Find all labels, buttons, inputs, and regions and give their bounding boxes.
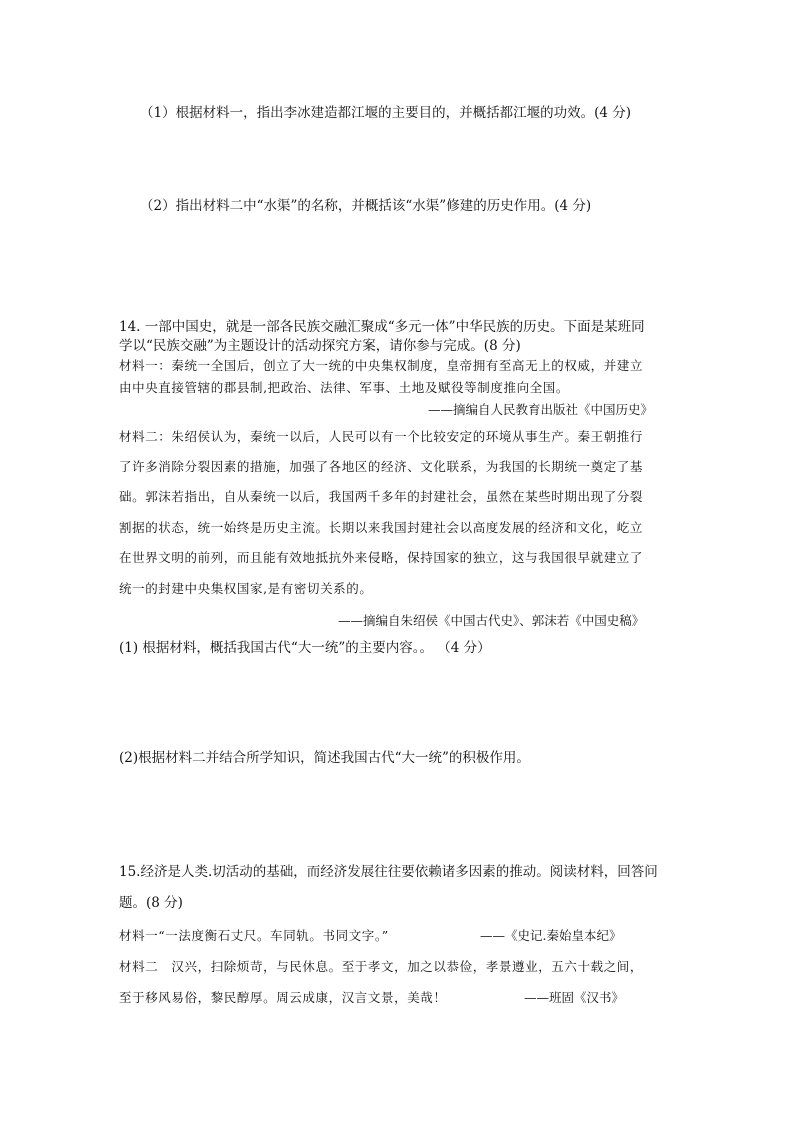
q14-material1-source: ——摘编自人民教育出版社《中国历史》 (428, 402, 654, 417)
q14-material2-line-3: 础。郭沫若指出，自从秦统一以后，我国两千多年的封建社会，虽然在某些时期出现了分裂 (119, 489, 644, 504)
q14-material2-line-2: 了许多消除分裂因素的措施，加强了各地区的经济、文化联系，为我国的长期统一奠定了基 (119, 459, 644, 474)
q15-material2-source: ——班固《汉书》 (524, 990, 625, 1005)
q14-material2-line-4: 割据的状态，统一始终是历史主流。长期以来我国封建社会以高度发展的经济和文化，屹立 (119, 520, 644, 535)
q15-intro-line-1: 15.经济是人类.切活动的基础，而经济发展往往要依赖诸多因素的推动。阅读材料，回答问 (119, 864, 658, 880)
q13-subquestion-2: （2）指出材料二中“水渠”的名称，并概括该“水渠”修建的历史作用。(4 分) (140, 198, 592, 214)
q15-intro-line-2: 题。(8 分) (119, 895, 183, 911)
q14-material2-line-6: 统一的封建中央集权国家,是有密切关系的。 (119, 581, 373, 596)
q14-material2-line-1: 材料二：朱绍侯认为，秦统一以后，人民可以有一个比较安定的环境从事生产。秦王朝推行 (119, 429, 644, 444)
q14-subquestion-2: (2)根据材料二并结合所学知识，简述我国古代“大一统”的积极作用。 (119, 750, 530, 766)
q15-material1: 材料一“一法度衡石丈尺。车同轨。书同文字。” (119, 928, 389, 943)
q14-material2-source: ——摘编自朱绍侯《中国古代史》、郭沫若《中国史稿》 (338, 613, 645, 628)
q15-material2-line-1: 材料二 汉兴，扫除烦苛，与民休息。至于孝文，加之以恭俭，孝景遵业，五六十载之间， (119, 959, 644, 974)
q15-material1-source: ——《史记.秦始皇本纪》 (480, 928, 622, 943)
q14-material2-line-5: 在世界文明的前列，而且能有效地抵抗外来侵略，保持国家的独立，这与我国很早就建立了 (119, 550, 644, 565)
q14-subquestion-1: (1) 根据材料，概括我国古代“大一统”的主要内容。。 （4 分） (119, 640, 491, 656)
q14-material1-line-1: 材料一：秦统一全国后，创立了大一统的中央集权制度，皇帝拥有至高无上的权威，并建立 (119, 358, 644, 373)
q14-intro-line-2: 学以“民族交融”为主题设计的活动探究方案，请你参与完成。(8 分) (119, 338, 521, 354)
q14-intro-line-1: 14. 一部中国史，就是一部各民族交融汇聚成“多元一体”中华民族的历史。下面是某班同 (119, 319, 645, 335)
q14-material1-line-2: 由中央直接管辖的郡县制,把政治、法律、军事、土地及赋役等制度推向全国。 (119, 380, 569, 395)
q13-subquestion-1: （1）根据材料一，指出李冰建造都江堰的主要目的，并概括都江堰的功效。(4 分) (140, 105, 632, 121)
q15-material2-line-2: 至于移风易俗，黎民醇厚。周云成康，汉言文景，美哉！ (119, 990, 447, 1005)
